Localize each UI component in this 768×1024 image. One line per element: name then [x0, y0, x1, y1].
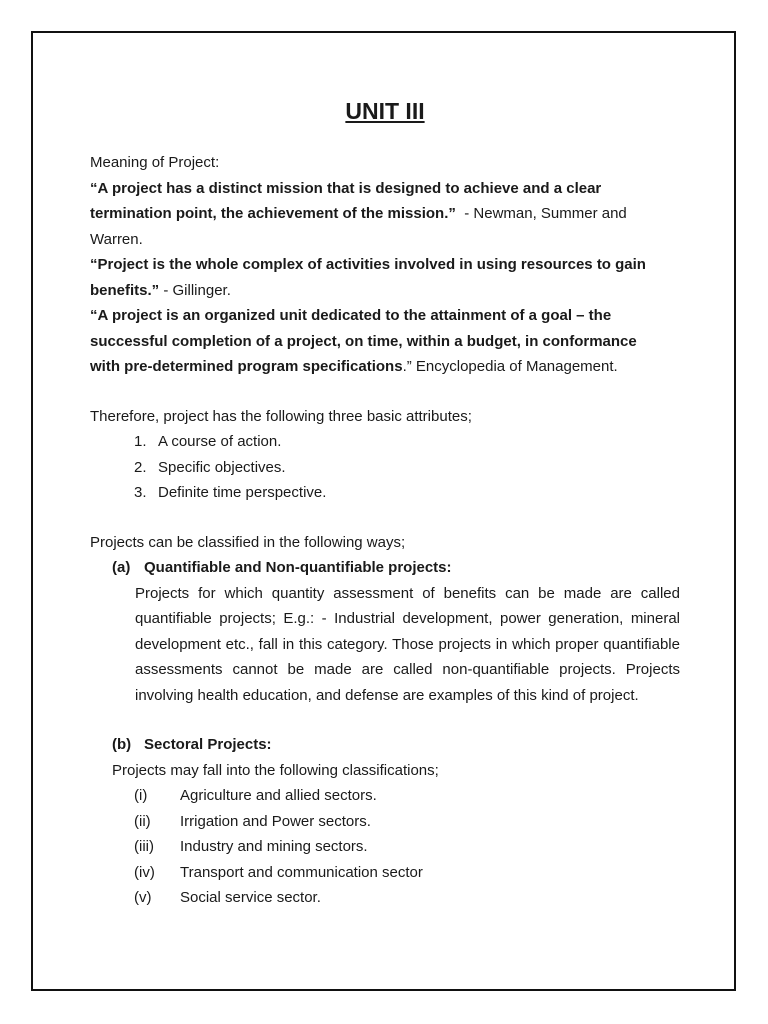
quote3-line2 — [90, 329, 680, 355]
quote3-text: “A project is an organized unit dedicated to the attainment of a goal – the — [90, 307, 612, 324]
list-item — [90, 480, 680, 506]
attributes-intro: Therefore, project has the following three basic attributes; — [90, 407, 472, 425]
classify-intro: Projects can be classified in the following ways; — [90, 533, 406, 551]
list-item — [90, 783, 680, 809]
spacer — [90, 380, 680, 404]
document-body — [90, 96, 680, 911]
spacer — [90, 506, 680, 530]
quote2-attribution: - Gillinger. — [159, 281, 231, 299]
list-number: (iv) — [134, 863, 155, 881]
section-b-intro: Projects may fall into the following classifications; — [112, 761, 439, 779]
quote3-line3 — [90, 354, 680, 380]
quote1-text: “A project has a distinct mission that is designed to achieve and a clear — [90, 179, 602, 197]
quote3-attribution: .” Encyclopedia of Management. — [402, 358, 618, 375]
list-text: Social service sector. — [180, 889, 321, 906]
quote1-attribution: - Newman, Summer and — [455, 205, 627, 222]
list-text: Irrigation and Power sectors. — [180, 812, 371, 830]
list-text: Specific objectives. — [158, 458, 286, 476]
list-text: Agriculture and allied sectors. — [180, 787, 377, 804]
section-b-heading — [90, 732, 680, 758]
list-text: Industry and mining sectors. — [180, 838, 368, 855]
list-item — [90, 885, 680, 911]
quote2-text: “Project is the whole complex of activities involved in using resources to gain — [90, 256, 646, 273]
quote3-text-cont: successful completion of a project, on time, within a budget, in conformance — [90, 332, 637, 350]
quote1-line1 — [90, 176, 680, 202]
quote1-line2 — [90, 201, 680, 227]
quote1-text-cont: termination point, the achievement of the mission.” — [90, 205, 456, 222]
list-item — [90, 809, 680, 835]
quote2-line2 — [90, 278, 680, 304]
quote3-line1 — [90, 303, 680, 329]
list-item — [90, 429, 680, 455]
list-item — [90, 860, 680, 886]
quote3-text-end: with pre-determined program specifications — [90, 358, 403, 375]
list-number: 2. — [134, 458, 147, 476]
list-number: 1. — [134, 433, 147, 450]
quote2-line1 — [90, 252, 680, 278]
section-a-title: Quantifiable and Non-quantifiable projects: — [144, 559, 452, 576]
meaning-heading: Meaning of Project: — [90, 154, 220, 171]
list-text: A course of action. — [158, 433, 282, 450]
quote2-text-cont: benefits.” — [90, 281, 160, 299]
list-number: (i) — [134, 787, 148, 804]
list-item — [90, 834, 680, 860]
section-a-heading — [90, 555, 680, 581]
list-number: (v) — [134, 889, 152, 906]
list-text: Transport and communication sector — [180, 863, 423, 881]
list-item — [90, 455, 680, 481]
quote1-line3: Warren. — [90, 230, 143, 248]
list-text: Definite time perspective. — [158, 484, 327, 501]
list-number: 3. — [134, 484, 147, 501]
list-number: (ii) — [134, 812, 151, 830]
spacer — [90, 708, 680, 732]
section-b-label: (b) — [112, 736, 132, 753]
section-b-title: Sectoral Projects: — [144, 736, 272, 753]
section-a-label: (a) — [112, 559, 131, 576]
section-a-paragraph: Projects for which quantity assessment of benefits can be made are called quantifiable projects; E.g.: - Industrial development, power generation, mineral development etc., fall in this category. Those projects in which proper quantifiable assessments cannot be made are called non-quantifiable projects. Projects involving health education, and defense are examples of this kind of project. — [135, 584, 680, 704]
page-title: UNIT III — [345, 98, 425, 124]
list-number: (iii) — [134, 838, 154, 855]
